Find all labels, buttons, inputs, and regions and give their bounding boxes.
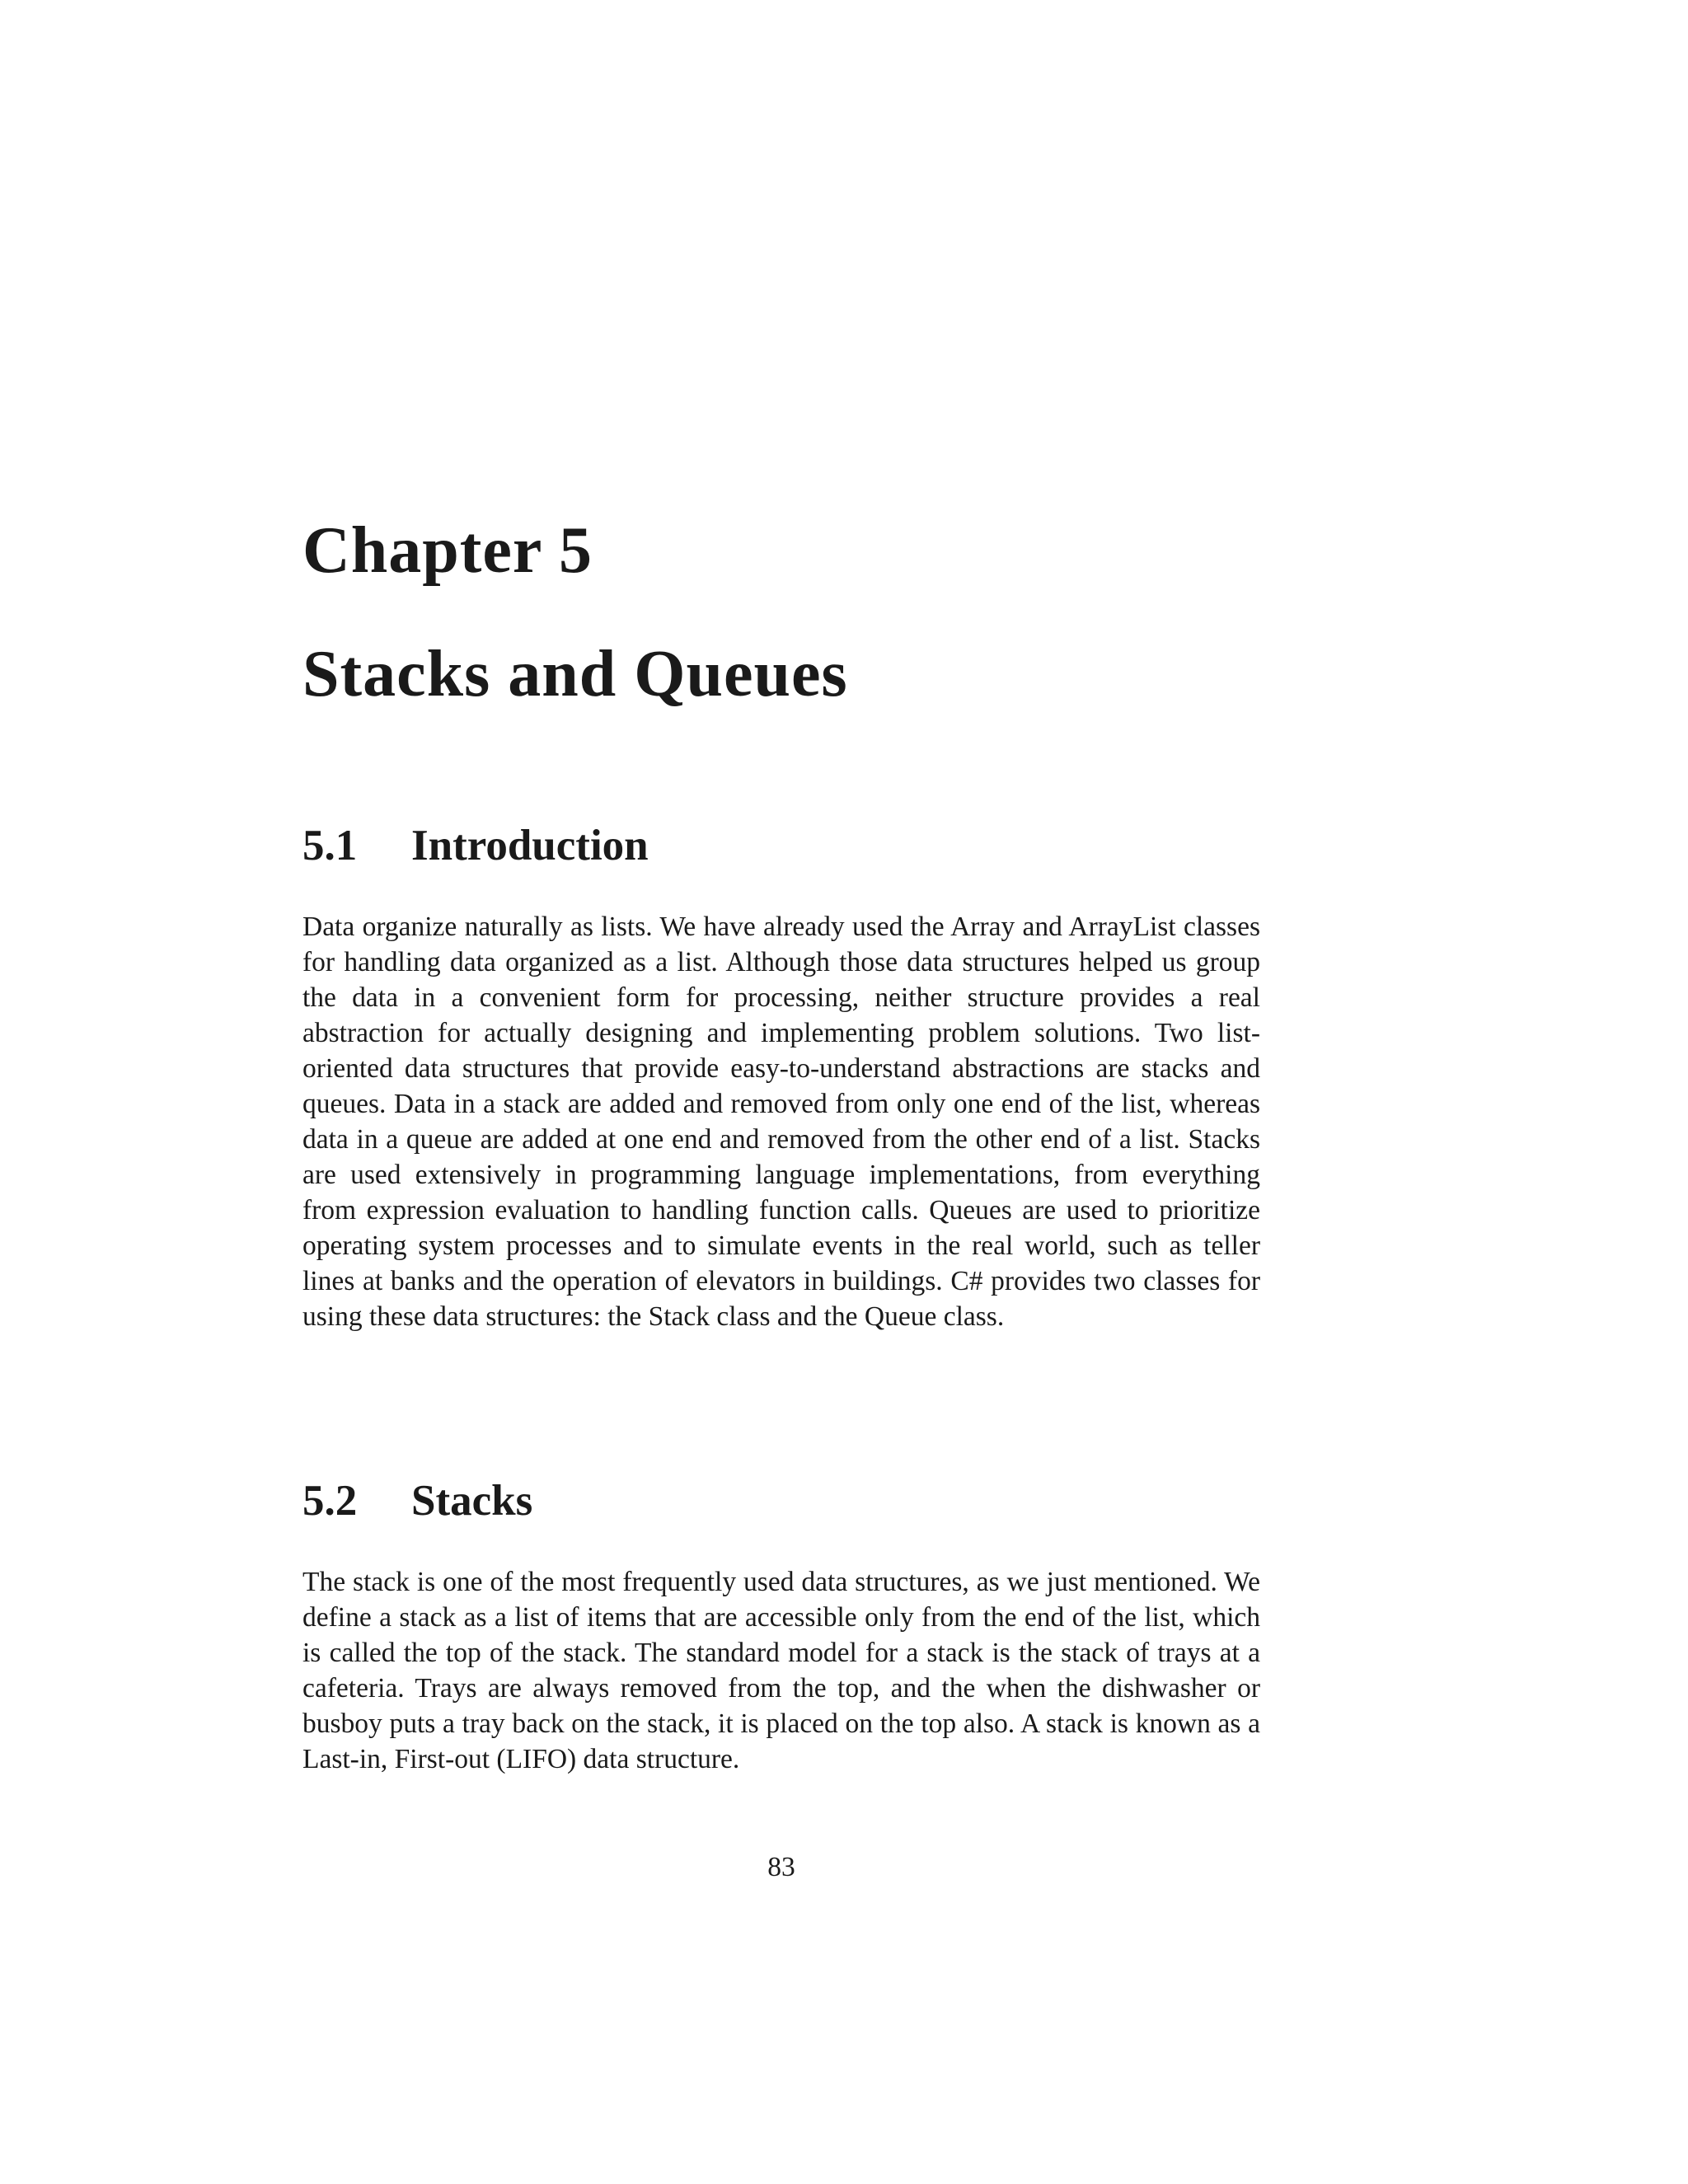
section-title: Introduction — [411, 822, 649, 869]
section-introduction — [302, 824, 1260, 1334]
section-title: Stacks — [411, 1477, 533, 1525]
section-paragraph: The stack is one of the most frequently used data structures, as we just mentioned. We define a stack as a list of items that are accessible only from the end of the list, which is called the top of the stack. The standard model for a stack is the stack of trays at a cafeteria. Trays are always removed from the top, and the when the dishwasher or busboy puts a tray back on the stack, it is placed on the top also. A stack is known as a Last-in, First-out (LIFO) data structure. — [302, 1567, 1260, 1774]
section-heading — [302, 1479, 1260, 1523]
section-number: 5.1 — [302, 822, 358, 869]
page-number: 83 — [767, 1852, 795, 1882]
chapter-title: Stacks and Queues — [302, 638, 848, 710]
chapter-label: Chapter 5 — [302, 514, 593, 587]
section-heading — [302, 824, 1260, 868]
section-paragraph: Data organize naturally as lists. We have already used the Array and ArrayList classes for handling data organized as a list. Although those data structures helped us group the data in a convenient form for processing, neither structure provides a real abstraction for actually designing and implementing problem solutions. Two list-oriented data structures that provide easy-to-understand abstractions are stacks and queues. Data in a stack are added and removed from only one end of the list, whereas data in a queue are added at one end and removed from the other end of a list. Stacks are used extensively in programming language implementations, from everything from expression evaluation to handling function calls. Queues are used to prioritize operating system processes and to simulate events in the real world, such as teller lines at banks and the operation of elevators in buildings. C# provides two classes for using these data structures: the Stack class and the Queue class. — [302, 912, 1260, 1332]
section-number: 5.2 — [302, 1477, 358, 1525]
section-stacks — [302, 1479, 1260, 1777]
